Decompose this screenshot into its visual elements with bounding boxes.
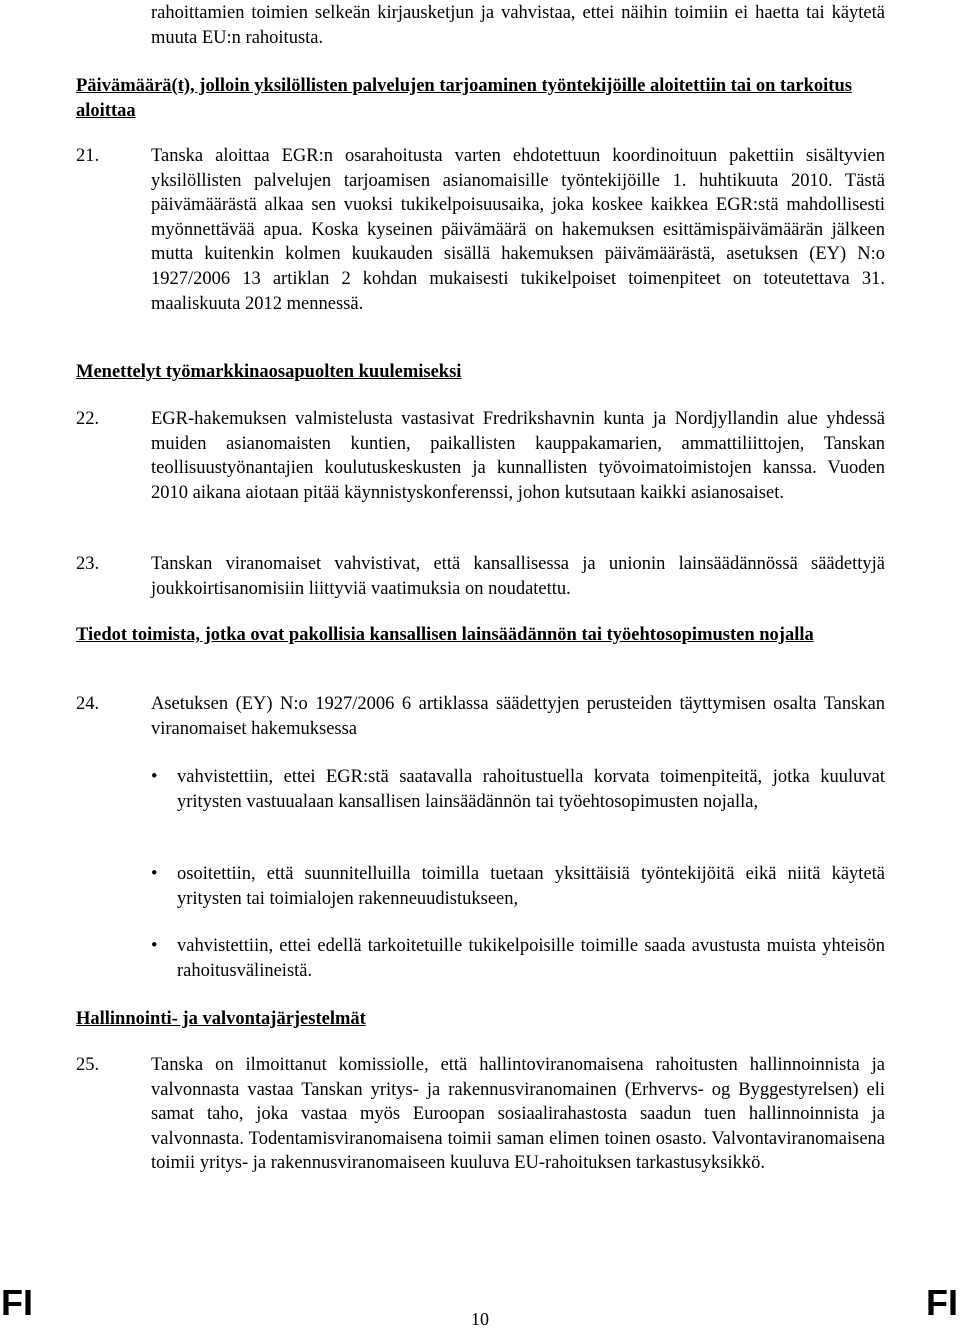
paragraph-22	[76, 407, 885, 505]
paragraph-25	[76, 1053, 885, 1176]
paragraph-text: Tanska on ilmoittanut komissiolle, että hallintoviranomaisena rahoitusten hallinnoinnista ja valvonnasta vastaa Tanskan yritys- ja rakennusviranomainen (Erhvervs- og Byggestyrelsen) eli samat taho, joka vastaa myös Euroopan sosiaalirahastosta saadun tuen hallinnoinnista ja valvonnasta. Todentamisviranomaisena toimii saman elimen toinen osasto. Valvontaviranomaisena toimii yritys- ja rakennusviranomaiseen kuuluva EU-rahoituksen tarkastusyksikkö.	[151, 1055, 885, 1174]
heading-mandatory: Tiedot toimista, jotka ovat pakollisia kansallisen lainsäädännön tai työehtosopimusten nojalla	[76, 625, 814, 645]
page-number: 10	[471, 1309, 489, 1329]
heading-management: Hallinnointi- ja valvontajärjestelmät	[76, 1009, 366, 1029]
paragraph-number: 21.	[76, 146, 100, 166]
paragraph-23	[76, 552, 885, 601]
bullet-item	[151, 765, 885, 814]
footer-language-right: FI	[926, 1282, 958, 1323]
paragraph-text: Tanskan viranomaiset vahvistivat, että kansallisessa ja unionin lainsäädännössä säädettyjä joukkoirtisanomisiin liittyviä vaatimuksia on noudatettu.	[151, 554, 885, 599]
bullet-icon: •	[151, 864, 158, 884]
paragraph-number: 25.	[76, 1055, 100, 1075]
paragraph-number: 23.	[76, 554, 100, 574]
continuation-text: rahoittamien toimien selkeän kirjausketjun ja vahvistaa, ettei näihin toimiin ei haetta tai käytetä muuta EU:n rahoitusta.	[151, 3, 885, 48]
heading-dates: Päivämäärä(t), jolloin yksilöllisten palvelujen tarjoaminen työntekijöille aloitettiin tai on tarkoitus aloittaa	[76, 76, 852, 121]
paragraph-21	[76, 144, 885, 316]
paragraph-number: 22.	[76, 409, 100, 429]
bullet-text: vahvistettiin, ettei EGR:stä saatavalla rahoitustuella korvata toimenpiteitä, jotka kuuluvat yritysten vastuualaan kansallisen lainsäädännön tai työehtosopimusten nojalla,	[177, 767, 885, 812]
paragraph-text: Tanska aloittaa EGR:n osarahoitusta varten ehdotettuun koordinoituun pakettiin sisältyvien yksilöllisten palvelujen tarjoamisen asianomaisille työntekijöille 1. huhtikuuta 2010. Tästä päivämäärästä alkaa sen vuoksi tukikelpoisuusaika, joka koskee kaikkea EGR:stä mahdollisesti myönnettävää apua. Koska kyseinen päivämäärä on hakemuksen esittämispäivämäärän jälkeen mutta kuitenkin kolmen kuukauden sisällä hakemuksen päivämäärästä, asetuksen (EY) N:o 1927/2006 13 artiklan 2 kohdan mukaisesti tukikelpoiset toimenpiteet on toteutettava 31. maaliskuuta 2012 mennessä.	[151, 146, 885, 314]
paragraph-number: 24.	[76, 694, 100, 714]
bullet-item	[151, 862, 885, 911]
bullet-text: vahvistettiin, ettei edellä tarkoitetuille tukikelpoisille toimille saada avustusta muista yhteisön rahoitusvälineistä.	[177, 936, 885, 981]
footer-language-left: FI	[1, 1282, 33, 1323]
bullet-item	[151, 934, 885, 983]
paragraph-text: EGR-hakemuksen valmistelusta vastasivat Fredrikshavnin kunta ja Nordjyllandin alue yhdessä muiden asianomaisten kuntien, paikallisten kauppakamarien, ammattiliittojen, Tanskan teollisuustyönantajien koulutuskeskusten ja kunnallisten työvoimatoimistojen kanssa. Vuoden 2010 aikana aiotaan pitää käynnistyskonferenssi, johon kutsutaan kaikki asianosaiset.	[151, 409, 885, 503]
bullet-icon: •	[151, 936, 158, 956]
bullet-icon: •	[151, 767, 158, 787]
bullet-text: osoitettiin, että suunnitelluilla toimilla tuetaan yksittäisiä työntekijöitä eikä niitä käytetä yritysten tai toimialojen rakenneuudistukseen,	[177, 864, 885, 909]
paragraph-24	[76, 692, 885, 741]
heading-consultation: Menettelyt työmarkkinaosapuolten kuulemiseksi	[76, 362, 462, 382]
paragraph-text: Asetuksen (EY) N:o 1927/2006 6 artiklassa säädettyjen perusteiden täyttymisen osalta Tanskan viranomaiset hakemuksessa	[151, 694, 885, 739]
